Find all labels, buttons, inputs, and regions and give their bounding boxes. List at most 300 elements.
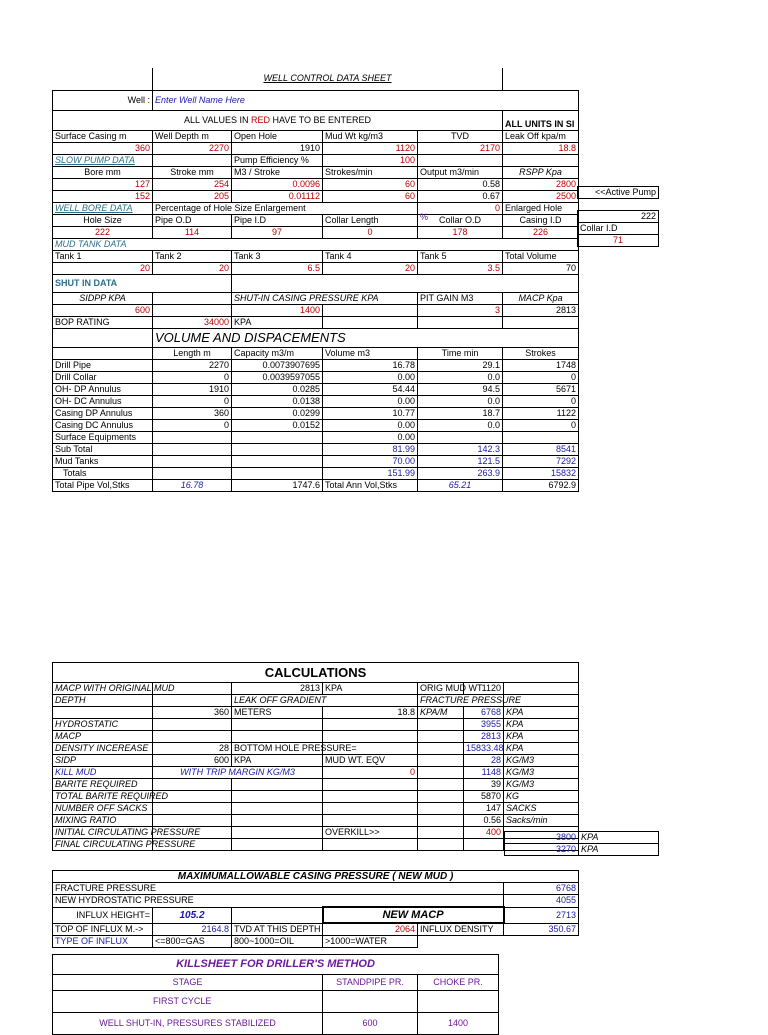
calc-cell: DENSITY INCEREASE [53, 743, 153, 755]
volume-cell-len [153, 467, 232, 479]
calc-cell [153, 803, 232, 815]
calc-cell: 1148 [464, 767, 504, 779]
calc-row [53, 803, 579, 815]
header-tank4: Tank 4 [323, 250, 418, 262]
bop-rating-value[interactable]: 34000 [153, 316, 232, 328]
header-length: Length m [153, 347, 232, 359]
header-collar-od: Collar O.D [418, 214, 503, 226]
table-row [53, 431, 579, 443]
volume-cell-label: Mud Tanks [53, 455, 153, 467]
pipe-id-value[interactable]: 97 [232, 226, 323, 238]
new-macp-value: 2713 [504, 907, 579, 923]
calc-cell: FRACTURE PRESSURE [418, 695, 504, 707]
pump-row [53, 178, 579, 190]
calc-cell: KPA [504, 719, 579, 731]
volume-cell-len: 2270 [153, 359, 232, 371]
volume-cell-label: Drill Collar [53, 371, 153, 383]
calc-cell [323, 815, 418, 827]
calculations-table [52, 662, 579, 851]
calc-cell [504, 683, 579, 695]
pump1-rspp[interactable]: 2800 [503, 178, 579, 190]
volume-cell-stk: 0 [503, 419, 579, 431]
pipe-od-value[interactable]: 114 [153, 226, 232, 238]
open-hole-value: 1910 [232, 142, 323, 154]
calc-cell [232, 779, 323, 791]
enlargement-pct: % [420, 212, 429, 222]
calc-cell [418, 779, 464, 791]
calc-cell [418, 803, 464, 815]
calc-row [53, 839, 579, 851]
killsheet-title: KILLSHEET FOR DRILLER'S METHOD [53, 955, 499, 975]
pump1-m3-stroke: 0.0096 [232, 178, 323, 190]
calc-cell [323, 803, 418, 815]
calc-row [53, 755, 579, 767]
header-open-hole: Open Hole [232, 130, 323, 142]
calc-row [53, 743, 579, 755]
volume-cell-time: 121.5 [418, 455, 503, 467]
hole-size-value[interactable]: 222 [53, 226, 153, 238]
calc-cell: METERS [232, 707, 323, 719]
total-volume-value: 70 [503, 262, 579, 274]
volume-cell-cap: 0.0299 [232, 407, 323, 419]
header-surface-casing: Surface Casing m [53, 130, 153, 142]
volume-cell-time [418, 431, 503, 443]
volume-cell-label: Casing DP Annulus [53, 407, 153, 419]
calc-cell [232, 791, 323, 803]
calc-cell [232, 815, 323, 827]
tank2-value[interactable]: 20 [153, 262, 232, 274]
icp-fcp-values [504, 831, 659, 856]
tank5-value[interactable]: 3.5 [418, 262, 503, 274]
calc-cell: MIXING RATIO [53, 815, 153, 827]
volume-cell-stk: 0 [503, 371, 579, 383]
volume-cell-cap [232, 431, 323, 443]
calc-cell [232, 719, 323, 731]
mud-tank-label: MUD TANK DATA [53, 238, 579, 250]
new-macp-label: NEW MACP [323, 907, 504, 923]
mud-weight-value[interactable]: 1120 [323, 142, 418, 154]
calc-cell [418, 767, 464, 779]
header-strokes-min: Strokes/min [323, 166, 418, 178]
header-choke: CHOKE PR. [418, 975, 499, 991]
volume-cell-cap: 0.0152 [232, 419, 323, 431]
table-row [53, 383, 579, 395]
new-macp-title: MAXIMUMALLOWABLE CASING PRESSURE ( NEW MUD ) [53, 871, 579, 883]
header-m3-stroke: M3 / Stroke [232, 166, 323, 178]
header-hole-size: Hole Size [53, 214, 153, 226]
enlarged-collar-box [577, 210, 659, 247]
pump2-bore[interactable]: 152 [53, 190, 153, 202]
table-row [53, 371, 579, 383]
calc-cell: BARITE REQUIRED [53, 779, 153, 791]
pump2-spm[interactable]: 60 [323, 190, 418, 202]
volume-cell-cap [232, 443, 323, 455]
header-stage: STAGE [53, 975, 323, 991]
table-row [53, 455, 579, 467]
calc-cell: 400 [464, 827, 504, 839]
calc-cell: KPA [323, 683, 418, 695]
volume-cell-stk: 15832 [503, 467, 579, 479]
top-of-influx-value: 2164.8 [153, 923, 232, 936]
calc-row [53, 791, 579, 803]
calc-cell: MACP WITH ORIGINAL MUD [53, 683, 153, 695]
tvd-at-depth-value: 2064 [323, 923, 418, 936]
total-pipe-label: Total Pipe Vol,Stks [53, 479, 153, 491]
sidpp-value[interactable]: 600 [53, 304, 153, 316]
volume-cell-time: 0.0 [418, 371, 503, 383]
calc-cell [418, 815, 464, 827]
tank1-value[interactable]: 20 [53, 262, 153, 274]
enlargement-label: Percentage of Hole Size Enlargement [153, 202, 418, 214]
calc-cell [153, 719, 232, 731]
volume-cell-time: 0.0 [418, 419, 503, 431]
calc-cell: 2813 [232, 683, 323, 695]
new-macp-table [52, 870, 579, 948]
table-row [53, 467, 579, 479]
calculations-title: CALCULATIONS [53, 663, 579, 683]
leak-off-value[interactable]: 18.8 [503, 142, 579, 154]
header-casing-id: Casing I.D [503, 214, 579, 226]
volume-cell-label: Drill Pipe [53, 359, 153, 371]
calc-cell: KG [504, 791, 579, 803]
header-tank1: Tank 1 [53, 250, 153, 262]
header-time: Time min [418, 347, 503, 359]
calc-cell: 2813 [464, 731, 504, 743]
calc-cell [153, 731, 232, 743]
calc-row [53, 719, 579, 731]
fracture-pressure-label: FRACTURE PRESSURE [53, 883, 504, 895]
pump-row [53, 190, 579, 202]
volume-cell-label: Surface Equipments [53, 431, 153, 443]
calc-cell [153, 695, 232, 707]
calc-row [53, 707, 579, 719]
calc-cell [418, 755, 464, 767]
calc-cell: KG/M3 [504, 767, 579, 779]
volumes-title: VOLUME AND DISPACEMENTS [153, 328, 579, 347]
calc-cell: FINAL CIRCULATING PRESSURE [53, 839, 153, 851]
volume-cell-stk: 1748 [503, 359, 579, 371]
volume-cell-vol: 54.44 [323, 383, 418, 395]
header-pipe-od: Pipe O.D [153, 214, 232, 226]
enlargement-value-cell[interactable]: 0 [418, 202, 503, 214]
header-well-depth: Well Depth m [153, 130, 232, 142]
calc-cell: 1120 [464, 683, 504, 695]
volume-cell-label: OH- DC Annulus [53, 395, 153, 407]
calc-cell: LEAK OFF GRADIENT [232, 695, 418, 707]
calc-cell: KPA [504, 731, 579, 743]
volume-cell-stk: 5671 [503, 383, 579, 395]
well-depth-value[interactable]: 2270 [153, 142, 232, 154]
calc-row [53, 827, 579, 839]
calc-cell [153, 815, 232, 827]
calc-cell [418, 827, 464, 839]
calc-cell: KPA [504, 743, 579, 755]
influx-type-oil: 800~1000=OIL [232, 936, 323, 948]
header-stroke: Stroke mm [153, 166, 232, 178]
pump1-output: 0.58 [418, 178, 503, 190]
calc-cell: Sacks/min [504, 815, 579, 827]
active-pump-box [577, 186, 659, 199]
calc-cell: BOTTOM HOLE PRESSURE= [232, 743, 323, 755]
pump1-spm[interactable]: 60 [323, 178, 418, 190]
well-bore-label: WELL BORE DATA [53, 202, 153, 214]
calc-cell: 0.56 [464, 815, 504, 827]
header-macp: MACP Kpa [503, 292, 579, 304]
volume-cell-cap: 0.0039597055 [232, 371, 323, 383]
top-of-influx-label: TOP OF INFLUX M.-> [53, 923, 153, 936]
surface-casing-value[interactable]: 360 [53, 142, 153, 154]
calc-cell [232, 803, 323, 815]
volume-cell-time: 0.0 [418, 395, 503, 407]
calc-cell [418, 731, 464, 743]
volume-cell-stk: 1122 [503, 407, 579, 419]
header-collar-id: Collar I.D [578, 223, 659, 235]
pump2-output: 0.67 [418, 190, 503, 202]
volume-cell-stk: 8541 [503, 443, 579, 455]
choke-shut-in: 1400 [418, 1013, 499, 1035]
enlarged-hole-label: Enlarged Hole [503, 202, 579, 214]
calc-cell: SACKS [504, 803, 579, 815]
volume-cell-time: 18.7 [418, 407, 503, 419]
total-pipe-stks: 1747.6 [232, 479, 323, 491]
active-pump-indicator[interactable]: <<Active Pump [578, 187, 659, 199]
calc-cell: HYDROSTATIC [53, 719, 153, 731]
influx-height-value: 105.2 [153, 907, 232, 923]
calc-cell: KPA [504, 707, 579, 719]
fcp-unit: KPA [579, 844, 659, 856]
stage-shut-in: WELL SHUT-IN, PRESSURES STABILIZED [53, 1013, 323, 1035]
volume-cell-len: 1910 [153, 383, 232, 395]
calc-row [53, 779, 579, 791]
type-of-influx-label: TYPE OF INFLUX [53, 936, 153, 948]
calc-cell: KILL MUD [53, 767, 153, 779]
calc-cell [323, 731, 418, 743]
volume-cell-vol: 81.99 [323, 443, 418, 455]
pump2-rspp[interactable]: 2500 [503, 190, 579, 202]
calc-cell [418, 839, 464, 851]
fcp-value: 3270 [505, 844, 579, 856]
volume-cell-vol: 70.00 [323, 455, 418, 467]
calc-cell [418, 743, 464, 755]
enlarged-hole-value: 222 [578, 211, 659, 223]
calc-cell: KPA/M [418, 707, 464, 719]
influx-height-label: INFLUX HEIGHT= [53, 907, 153, 923]
calc-row [53, 767, 579, 779]
header-strokes: Strokes [503, 347, 579, 359]
table-row [53, 419, 579, 431]
influx-type-water: >1000=WATER [323, 936, 418, 948]
calc-cell: 147 [464, 803, 504, 815]
calc-cell: SIDP [53, 755, 153, 767]
calc-cell [53, 707, 153, 719]
header-tank5: Tank 5 [418, 250, 503, 262]
volume-cell-stk [503, 431, 579, 443]
calc-row [53, 683, 579, 695]
total-ann-stks: 6792.9 [503, 479, 579, 491]
calc-cell: 600 [153, 755, 232, 767]
collar-id-value[interactable]: 71 [578, 235, 659, 247]
pump1-stroke[interactable]: 254 [153, 178, 232, 190]
casing-id-value[interactable]: 226 [503, 226, 579, 238]
calc-cell [323, 791, 418, 803]
calc-cell: DEPTH [53, 695, 153, 707]
volume-cell-stk: 0 [503, 395, 579, 407]
sicp-value[interactable]: 1400 [232, 304, 323, 316]
volume-cell-label: Totals [53, 467, 153, 479]
calc-cell [323, 839, 418, 851]
calc-cell: 15833.48 [464, 743, 504, 755]
header-pit-gain: PIT GAIN M3 [418, 292, 503, 304]
volume-cell-stk: 7292 [503, 455, 579, 467]
calc-cell: 5870 [464, 791, 504, 803]
tank3-value[interactable]: 6.5 [232, 262, 323, 274]
volume-cell-time: 142.3 [418, 443, 503, 455]
header-tank3: Tank 3 [232, 250, 323, 262]
calc-cell: 0 [323, 767, 418, 779]
header-capacity: Capacity m3/m [232, 347, 323, 359]
volume-cell-time: 94.5 [418, 383, 503, 395]
calc-cell [232, 827, 323, 839]
calc-cell: 6768 [464, 707, 504, 719]
volume-cell-len: 0 [153, 371, 232, 383]
calc-cell: KPA [232, 755, 323, 767]
volume-cell-vol: 0.00 [323, 395, 418, 407]
calc-cell: MACP [53, 731, 153, 743]
first-cycle-label: FIRST CYCLE [53, 991, 323, 1013]
volume-cell-vol: 0.00 [323, 431, 418, 443]
calc-row [53, 695, 579, 707]
pump1-bore[interactable]: 127 [53, 178, 153, 190]
calc-cell: INITIAL CIRCULATING PRESSURE [53, 827, 153, 839]
calc-cell: 18.8 [323, 707, 418, 719]
calc-cell: 28 [153, 743, 232, 755]
header-standpipe: STANDPIPE PR. [323, 975, 418, 991]
collar-length-value[interactable]: 0 [323, 226, 418, 238]
icp-value: 3800 [505, 832, 579, 844]
volume-cell-len [153, 455, 232, 467]
volume-cell-label: OH- DP Annulus [53, 383, 153, 395]
calc-cell: 28 [464, 755, 504, 767]
header-tank2: Tank 2 [153, 250, 232, 262]
table-row [53, 443, 579, 455]
slow-pump-label: SLOW PUMP DATA [53, 154, 153, 166]
header-collar-length: Collar Length [323, 214, 418, 226]
calc-row [53, 815, 579, 827]
calc-cell [232, 839, 323, 851]
killsheet-table [52, 954, 499, 1035]
calc-cell: 3955 [464, 719, 504, 731]
calc-cell [232, 731, 323, 743]
header-sidpp: SIDPP KPA [53, 292, 153, 304]
icp-unit: KPA [579, 832, 659, 844]
calc-cell: ORIG MUD WT [418, 683, 464, 695]
new-hydrostatic-label: NEW HYDROSTATIC PRESSURE [53, 895, 504, 908]
volume-cell-vol: 0.00 [323, 371, 418, 383]
calc-row [53, 731, 579, 743]
volume-cell-vol: 10.77 [323, 407, 418, 419]
volume-cell-len: 0 [153, 419, 232, 431]
calc-cell [418, 719, 464, 731]
pump2-stroke[interactable]: 205 [153, 190, 232, 202]
header-sicp: SHUT-IN CASING PRESSURE KPA [232, 292, 418, 304]
table-row [53, 359, 579, 371]
calc-cell: TOTAL BARITE REQUIRED [53, 791, 153, 803]
volume-cell-vol: 0.00 [323, 419, 418, 431]
fracture-pressure-value: 6768 [504, 883, 579, 895]
standpipe-shut-in: 600 [323, 1013, 418, 1035]
header-leak-off: Leak Off kpa/m [503, 130, 579, 142]
instruction-banner: ALL VALUES IN RED HAVE TO BE ENTERED [53, 110, 503, 130]
calc-cell: 360 [153, 707, 232, 719]
calc-cell [323, 719, 418, 731]
header-pipe-id: Pipe I.D [232, 214, 323, 226]
bop-rating-label: BOP RATING [53, 316, 153, 328]
volume-cell-cap: 0.0138 [232, 395, 323, 407]
calc-cell [153, 779, 232, 791]
header-mud-weight: Mud Wt kg/m3 [323, 130, 418, 142]
table-row [53, 407, 579, 419]
well-label: Well : [53, 90, 153, 110]
tvd-at-depth-label: TVD AT THIS DEPTH [232, 923, 323, 936]
pit-gain-value[interactable]: 3 [418, 304, 503, 316]
volume-cell-time: 263.9 [418, 467, 503, 479]
calc-cell: 39 [464, 779, 504, 791]
influx-density-value: 350.67 [504, 923, 579, 936]
header-tvd: TVD [418, 130, 503, 142]
calc-cell: WITH TRIP MARGIN KG/M3 [153, 767, 323, 779]
bop-unit: KPA [232, 316, 323, 328]
volume-cell-vol: 151.99 [323, 467, 418, 479]
header-output: Output m3/min [418, 166, 503, 178]
well-name-input[interactable]: Enter Well Name Here [153, 90, 579, 110]
calc-cell: MUD WT. EQV [323, 755, 418, 767]
volume-cell-label: Sub Total [53, 443, 153, 455]
influx-density-label: INFLUX DENSITY [418, 923, 504, 936]
volume-cell-len [153, 431, 232, 443]
calc-cell: OVERKILL>> [323, 827, 418, 839]
pump-efficiency-value[interactable]: 100 [323, 154, 418, 166]
volume-cell-cap [232, 455, 323, 467]
calc-cell: NUMBER OFF SACKS [53, 803, 153, 815]
collar-od-value[interactable]: 178 [418, 226, 503, 238]
total-ann-label: Total Ann Vol,Stks [323, 479, 418, 491]
volume-cell-len: 0 [153, 395, 232, 407]
calc-cell: KG/M3 [504, 755, 579, 767]
header-rspp: RSPP Kpa [503, 166, 579, 178]
volume-cell-vol: 16.78 [323, 359, 418, 371]
header-bore: Bore mm [53, 166, 153, 178]
header-volume: Volume m3 [323, 347, 418, 359]
total-ann-vol: 65.21 [418, 479, 503, 491]
calc-cell [418, 791, 464, 803]
tank4-value[interactable]: 20 [323, 262, 418, 274]
calc-cell [323, 779, 418, 791]
units-note: ALL UNITS IN SI [503, 110, 579, 130]
sheet-title: WELL CONTROL DATA SHEET [153, 68, 503, 90]
table-row [53, 395, 579, 407]
influx-type-gas: <=800=GAS [153, 936, 232, 948]
volume-cell-cap [232, 467, 323, 479]
volume-cell-len: 360 [153, 407, 232, 419]
tvd-value[interactable]: 2170 [418, 142, 503, 154]
well-control-data-sheet [52, 68, 579, 492]
calc-cell [464, 839, 504, 851]
new-hydrostatic-value: 4055 [504, 895, 579, 908]
volume-cell-label: Casing DC Annulus [53, 419, 153, 431]
pump2-m3-stroke: 0.01112 [232, 190, 323, 202]
macp-value: 2813 [503, 304, 579, 316]
volume-cell-len [153, 443, 232, 455]
